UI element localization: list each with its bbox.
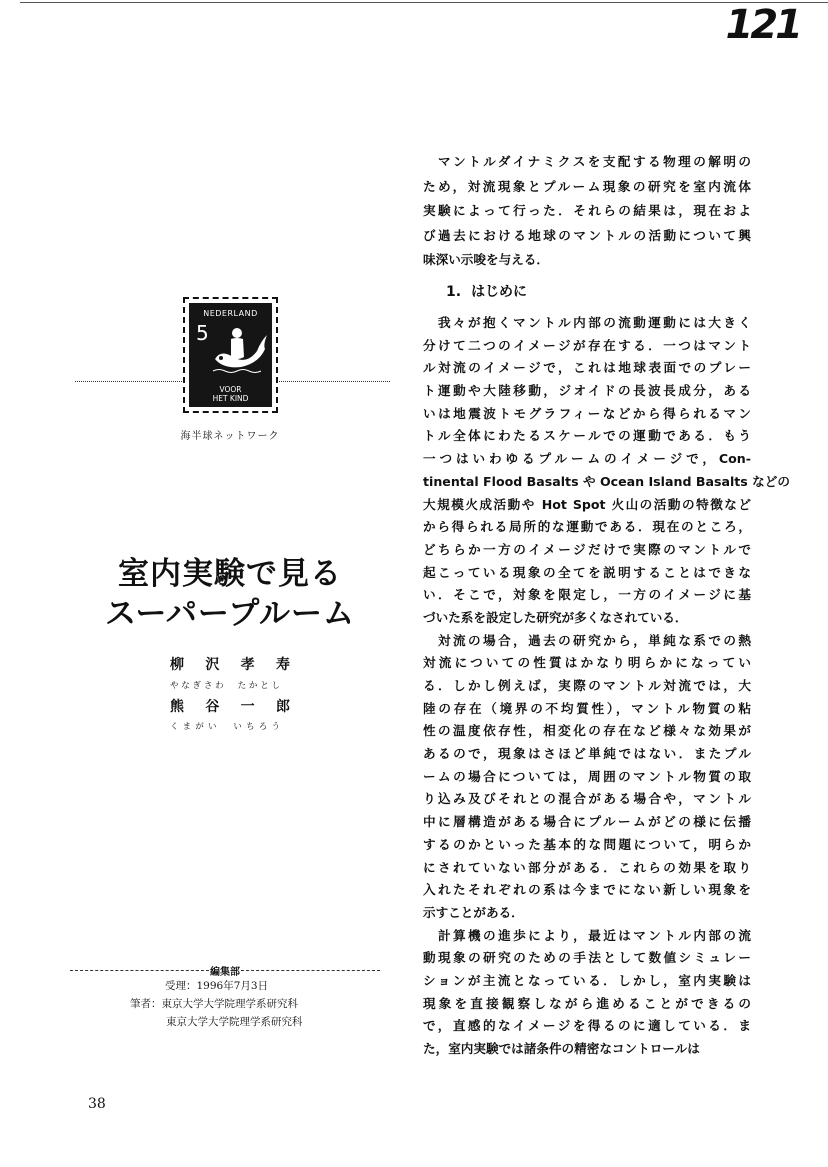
body-line: 入れたそれぞれの系は今までにない新しい現象を [423, 882, 751, 898]
body-line: 中に層構造がある場合にプルームがどの様に伝播 [423, 814, 751, 830]
body-line: 性の温度依存性，相変化の存在など様々な効果が [423, 723, 751, 739]
body-line: にされていない部分がある．これらの効果を取り [423, 859, 751, 875]
page-number: 38 [88, 1096, 106, 1112]
body-text [423, 312, 790, 1061]
body-line: い．そこで，対象を限定し，一方のイメージに基 [423, 587, 751, 603]
editorial-label: 編集部 [210, 967, 240, 978]
received-date: 受理：1996年7月3日 [165, 980, 269, 992]
abstract-line: び過去における地球のマントルの活動について興 [423, 227, 751, 243]
body-line: で，直感的なイメージを得るのに適している．ま [423, 1018, 751, 1034]
body-line: いは地震波トモグラフィーなどから得られるマン [423, 405, 751, 421]
body-line: る．しかし例えば，実際のマントル対流では，大 [423, 678, 751, 693]
stamp-country: NEDERLAND [203, 309, 258, 318]
body-line: するのかといった基本的な問題について，明らか [423, 836, 751, 852]
section-heading [446, 281, 537, 301]
handwritten-page-mark: 121 [725, 2, 800, 48]
abstract-line: 実験によって行った．それらの結果は，現在およ [423, 203, 751, 218]
stamp-line2: HET KIND [212, 394, 249, 403]
body-line: 対流についての性質はかなり明らかになってい [423, 655, 751, 671]
title-line-2: スーパープルーム [104, 596, 356, 632]
body-line: 分けて二つのイメージが存在する．一つはマント [423, 337, 751, 353]
author-name: 熊谷一郎 [170, 699, 290, 715]
body-line: 計算機の進歩により，最近はマントル内部の流 [438, 927, 751, 943]
body-line: 陸の存在（境界の不均質性），マントル物質の粘 [423, 700, 751, 716]
body-line: 示すことがある． [423, 904, 524, 920]
section-number: 1. [446, 284, 462, 300]
body-line: ル対流のイメージで，これは地球表面でのプレー [423, 360, 751, 376]
top-rule [20, 2, 828, 3]
body-line: どちらか一方のイメージだけで実際のマントルで [423, 541, 751, 557]
body-line: ームの場合については，周囲のマントル物質の取 [423, 768, 751, 784]
body-line: 大規模火成活動や Hot Spot 火山の活動の特徴など [423, 496, 751, 512]
body-line: トル全体にわたるスケールでの運動である．もう [423, 428, 751, 444]
body-line: から得られる局所的な運動である．現在のところ， [423, 519, 751, 535]
stamp-value: 5 [196, 321, 209, 345]
body-line: た，室内実験では諸条件の精密なコントロールは [423, 1041, 700, 1056]
body-line: 我々が抱くマントル内部の流動運動には大きく [438, 315, 751, 330]
mermaid-dolphin-icon [211, 325, 271, 373]
section-title: はじめに [471, 284, 528, 300]
affiliation: 東京大学大学院理学系研究科 [166, 1016, 303, 1028]
body-line: 動現象の研究のための手法として数値シミュレー [423, 950, 751, 966]
body-line: あるので，現象はさほど単純ではない．またプル [423, 746, 751, 762]
series-caption: 海半球ネットワーク [180, 431, 280, 442]
body-line: づいた系を設定した研究が多くなされている． [423, 609, 688, 625]
body-line: 現象を直接観察しながら進めることができるの [423, 995, 751, 1011]
body-line: 起こっている現象の全てを説明することはできな [423, 564, 751, 580]
author-reading: くまがい いちろう [170, 722, 280, 732]
abstract-line: 味深い示唆を与える． [423, 252, 549, 267]
abstract [423, 150, 751, 273]
body-line: tinental Flood Basalts や Ocean Island Basalts などの [423, 473, 790, 489]
abstract-line: マントルダイナミクスを支配する物理の解明の [438, 154, 751, 169]
author-reading: やなぎさわ たかとし [170, 681, 280, 691]
body-line: ト運動や大陸移動，ジオイドの長波長成分，ある [423, 383, 751, 399]
author-name: 柳沢孝寿 [170, 657, 290, 673]
body-line: ションが主流となっている．しかし，室内実験は [423, 972, 751, 988]
stamp-line1: VOOR [219, 385, 242, 394]
editorial-divider [70, 963, 380, 978]
body-line: 対流の場合，過去の研究から，単純な系での熱 [438, 632, 751, 648]
title-line-1: 室内実験で見る [118, 556, 342, 592]
body-line: 一つはいわゆるプルームのイメージで，Con- [423, 451, 751, 467]
affiliation: 筆者：東京大学大学院理学系研究科 [130, 998, 298, 1010]
stamp-image [183, 297, 278, 413]
abstract-line: ため，対流現象とプルーム現象の研究を室内流体 [423, 178, 751, 194]
body-line: り込み及びそれとの混合がある場合や，マントル [423, 791, 751, 807]
